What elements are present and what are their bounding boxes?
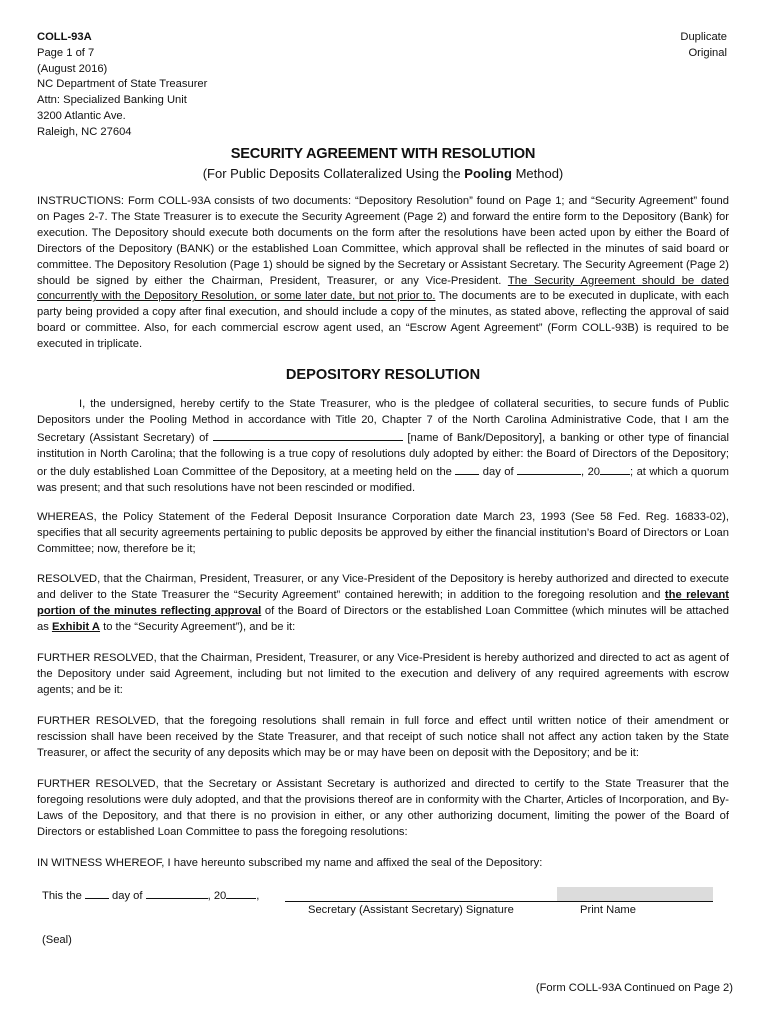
instructions-paragraph: INSTRUCTIONS: Form COLL-93A consists of two documents: “Depository Resolution” found on Page 1; and “Security Agreement” found on Pages 2-7. The State Treasurer is to execute the Security Agreement (Page 2) and forward the entire form to the Depository (Bank) for execution. The Depository should execute both documents on the form after the resolutions have been acted upon by either the Board of Directors of the Depository (BANK) or the established Loan Committee, which approval shall be reflected in the minutes of said board or committee. The Depository Resolution (Page 1) should be signed by the Secretary or Assistant Secretary. The Security Agreement (Page 2) should be signed by either the Chairman, President, Treasurer, or any Vice-President. The Security Agreement should be dated concurrently with the Depository Resolution, or some later date, but not prior to. The documents are to be executed in duplicate, with each party being provided a copy after final execution, and should include a copy of the minutes, as stated above, reflecting the approval of said board or committee. Also, for each commercial escrow agent used, an “Escrow Agent Agreement” (Form COLL-93B) is required to be executed in triplicate. bbox=[37, 195, 730, 351]
form-date: (August 2016) bbox=[37, 62, 108, 75]
witness-paragraph: IN WITNESS WHEREOF, I have hereunto subscribed my name and affixed the seal of the Depository: bbox=[37, 857, 543, 869]
document-title: SECURITY AGREEMENT WITH RESOLUTION bbox=[230, 146, 536, 162]
form-code: COLL-93A bbox=[37, 31, 92, 43]
bank-name-field[interactable] bbox=[213, 429, 403, 441]
further-resolved-effect-paragraph: FURTHER RESOLVED, that the foregoing resolutions shall remain in full force and effect until written notice of their amendment or rescission shall have been received by the State Treasurer, and that receipt of such notice shall not affect any action taken by the State Treasurer, or affect the security of any deposits which may be or may have been on deposit with the Depository; and be it: bbox=[37, 715, 729, 759]
further-resolved-certify-paragraph: FURTHER RESOLVED, that the Secretary or Assistant Secretary is authorized and directed to certify to the State Treasurer that the foregoing resolutions were duly adopted, and that the provisions thereof are in conformity with the Charter, Articles of Incorporation, and By-Laws of the Depository, and that there is no provision in either, or any other authorizing document, limiting the power of the Board of Directors or established Loan Committee to pass the foregoing resolutions: bbox=[37, 778, 729, 838]
whereas-paragraph: WHEREAS, the Policy Statement of the Federal Deposit Insurance Corporation date March 23, 1993 (See 58 Fed. Reg. 16833-02), specifies that all security agreements pertaining to public deposits be approved by either the financial institution’s Board of Directors or Loan Committee; now, therefore be it; bbox=[37, 511, 729, 555]
page-number: Page 1 of 7 bbox=[37, 46, 95, 59]
signature-label: Secretary (Assistant Secretary) Signature bbox=[308, 904, 514, 916]
instructions-underlined: The Security Agreement should be dated concurrently with the Depository Resolution, or some later date, but not prior to. bbox=[37, 274, 730, 303]
attention-line: Attn: Specialized Banking Unit bbox=[37, 94, 187, 107]
seal-label: (Seal) bbox=[42, 934, 72, 946]
signature-year-field[interactable] bbox=[226, 887, 256, 899]
street-address: 3200 Atlantic Ave. bbox=[37, 109, 126, 122]
print-name-field[interactable] bbox=[557, 887, 713, 901]
meeting-month-field[interactable] bbox=[517, 463, 581, 475]
continued-footer: (Form COLL-93A Continued on Page 2) bbox=[535, 982, 733, 994]
copy-original: Original bbox=[688, 46, 727, 59]
signature-day-field[interactable] bbox=[85, 887, 109, 899]
signature-month-field[interactable] bbox=[146, 887, 208, 899]
signature-field[interactable] bbox=[285, 901, 713, 902]
header-address-block bbox=[37, 30, 207, 141]
meeting-year-field[interactable] bbox=[600, 463, 630, 475]
signature-row bbox=[37, 887, 729, 927]
copy-designation bbox=[680, 30, 727, 62]
certification-paragraph: I, the undersigned, hereby certify to the State Treasurer, who is the pledgee of collateral securities, to secure funds of Public Depositors under the Pooling Method in accordance with Title 20, Chapter 7 of the North Carolina Administrative Code, that I am the Secretary (Assistant Secretary) of [name of Bank/Depository], a banking or other type of financial institution in North Carolina; that the following is a true copy of resolutions duly adopted by either: the Board of Directors of the Depository; or the duly established Loan Committee of the Depository, at a meeting held on the day of , 20 ; at which a quorum was present; and that such resolutions have not been rescinded or modified. bbox=[37, 398, 730, 494]
agency-name: NC Department of State Treasurer bbox=[37, 78, 208, 91]
resolved-paragraph: RESOLVED, that the Chairman, President, Treasurer, or any Vice-President of the Depository is hereby authorized and directed to execute and deliver to the State Treasurer the “Security Agreement” contained herewith; in addition to the foregoing resolution and the relevant portion of the minutes reflecting approval of the Board of Directors or the established Loan Committee (which minutes will be attached as Exhibit A to the “Security Agreement”), and be it: bbox=[37, 573, 729, 633]
meeting-day-field[interactable] bbox=[455, 463, 479, 475]
further-resolved-agent-paragraph: FURTHER RESOLVED, that the Chairman, President, Treasurer, or any Vice-President is hereby authorized and directed to act as agent of the Depository under said Agreement, including but not limited to the execution and delivery of any required agreements with escrow agents; and be it: bbox=[37, 652, 729, 696]
document-subtitle: (For Public Deposits Collateralized Using the Pooling Method) bbox=[202, 166, 564, 181]
city-address: Raleigh, NC 27604 bbox=[37, 125, 132, 138]
depository-resolution-title: DEPOSITORY RESOLUTION bbox=[285, 367, 481, 383]
copy-duplicate: Duplicate bbox=[680, 31, 727, 43]
print-name-label: Print Name bbox=[580, 904, 636, 916]
signature-date-line: This the day of , 20 , bbox=[42, 887, 259, 902]
